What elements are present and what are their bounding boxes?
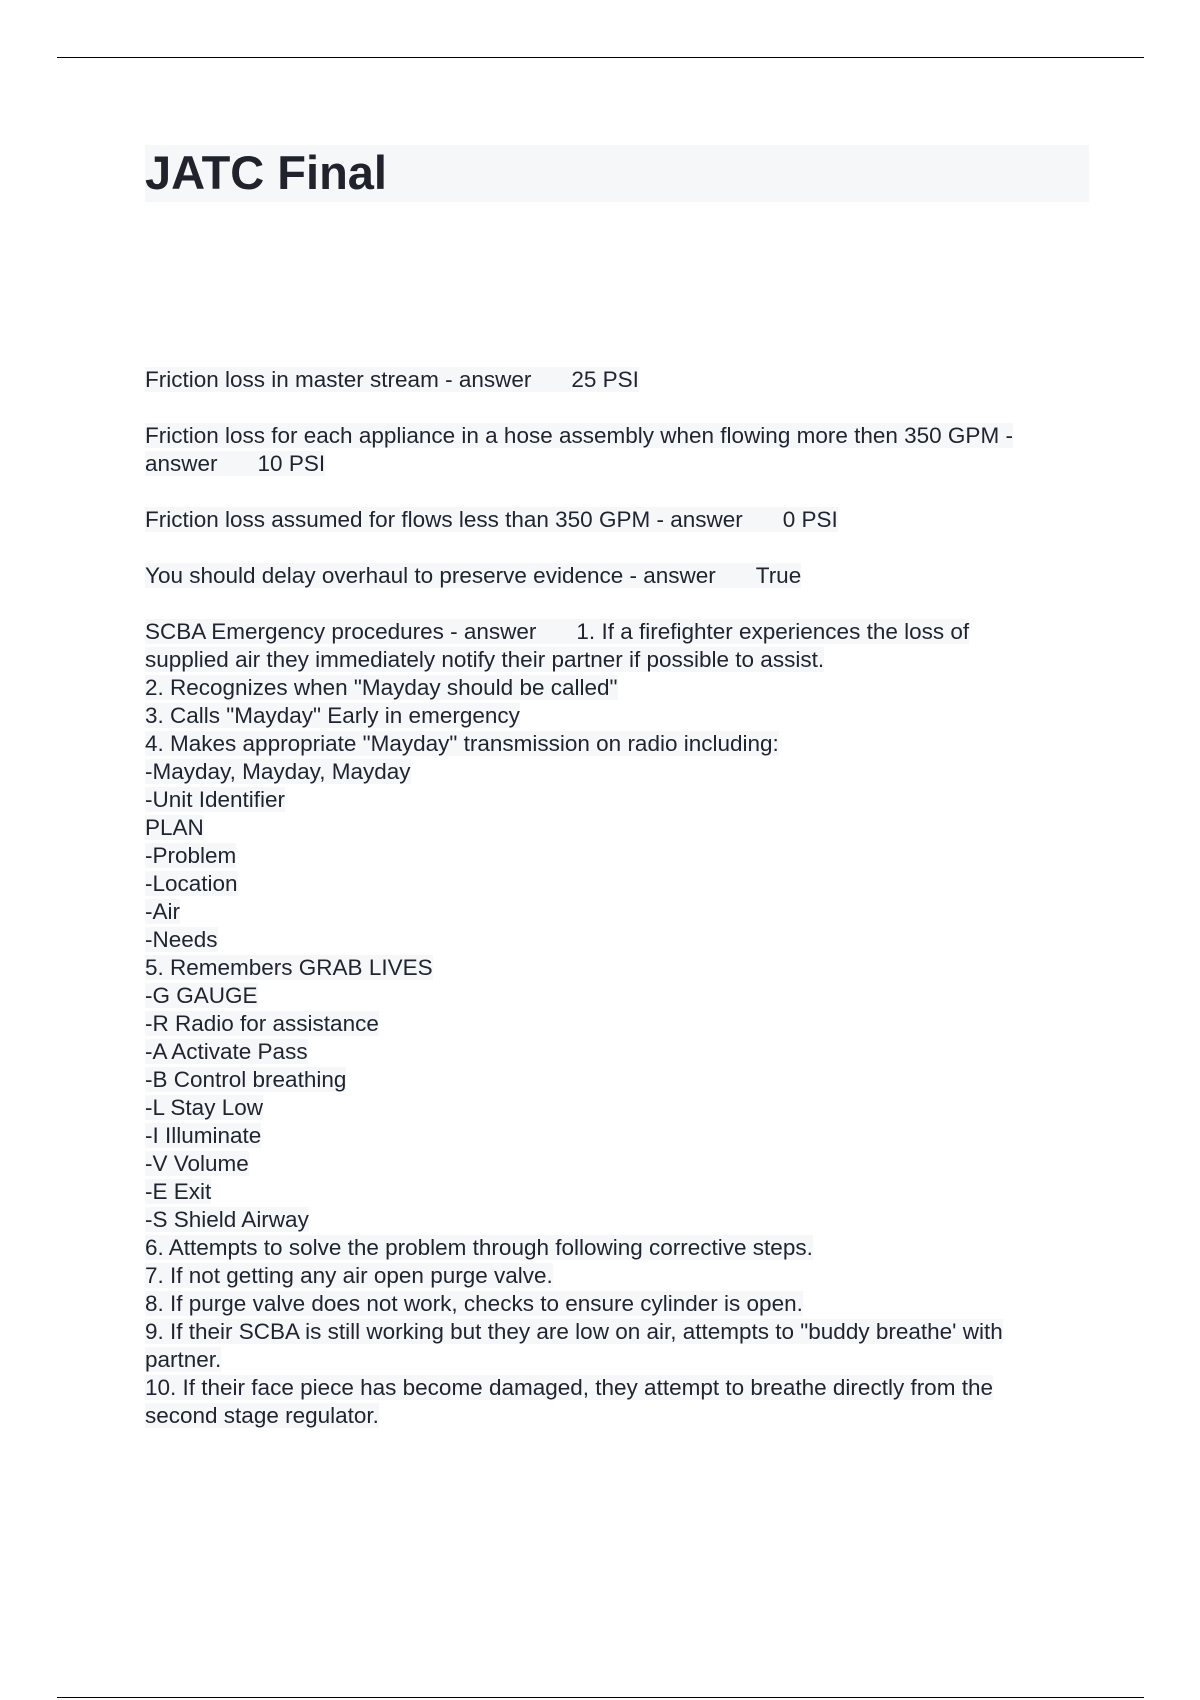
- procedure-line: [145, 1402, 1089, 1430]
- procedure-line: [145, 702, 1089, 730]
- qa-item-low-flow-friction: [145, 506, 1089, 534]
- procedure-line: [145, 1038, 1089, 1066]
- question-text: You should delay overhaul to preserve evidence - answer: [145, 563, 716, 588]
- procedure-line: [145, 1066, 1089, 1094]
- procedure-line-text: -B Control breathing: [145, 1067, 347, 1092]
- procedure-line-text: -R Radio for assistance: [145, 1011, 379, 1036]
- procedure-line: [145, 1374, 1089, 1402]
- qa-line: [145, 618, 1089, 646]
- procedure-line: [145, 1010, 1089, 1038]
- procedure-line: [145, 1262, 1089, 1290]
- procedure-line: [145, 1206, 1089, 1234]
- procedure-line: [145, 758, 1089, 786]
- procedure-line: [145, 646, 1089, 674]
- procedure-line-text: -Problem: [145, 843, 237, 868]
- question-text: Friction loss for each appliance in a hose assembly when flowing more then 350 GPM -: [145, 423, 1013, 448]
- procedure-line-text: PLAN: [145, 815, 204, 840]
- procedure-line-text: -V Volume: [145, 1151, 249, 1176]
- answer-text: 25 PSI: [571, 367, 639, 392]
- procedure-line: [145, 1150, 1089, 1178]
- procedure-line-text: -L Stay Low: [145, 1095, 263, 1120]
- procedure-line: [145, 1094, 1089, 1122]
- procedure-line: [145, 898, 1089, 926]
- procedure-line-text: 9. If their SCBA is still working but they are low on air, attempts to "buddy breathe' with: [145, 1319, 1003, 1344]
- procedure-line: [145, 842, 1089, 870]
- procedure-line-text: 7. If not getting any air open purge valve.: [145, 1263, 553, 1288]
- question-text: Friction loss in master stream - answer: [145, 367, 532, 392]
- document-body: [145, 366, 1089, 1458]
- procedure-line-text: -Unit Identifier: [145, 787, 286, 812]
- procedure-line: [145, 954, 1089, 982]
- procedure-line: [145, 982, 1089, 1010]
- procedure-line-text: 4. Makes appropriate "Mayday" transmission on radio including:: [145, 731, 779, 756]
- procedure-line: [145, 786, 1089, 814]
- procedure-line-text: 3. Calls "Mayday" Early in emergency: [145, 703, 520, 728]
- procedure-line-text: -G GAUGE: [145, 983, 258, 1008]
- procedure-line: [145, 1234, 1089, 1262]
- procedure-line-text: second stage regulator.: [145, 1403, 379, 1428]
- procedure-line: [145, 1346, 1089, 1374]
- procedure-line-text: -Location: [145, 871, 238, 896]
- bottom-rule: [57, 1697, 1144, 1698]
- qa-item-appliance-friction: [145, 422, 1089, 478]
- qa-line: [145, 506, 1089, 534]
- qa-item-overhaul: [145, 562, 1089, 590]
- procedure-line: [145, 1122, 1089, 1150]
- top-rule: [57, 57, 1144, 58]
- document-title: JATC Final: [145, 146, 387, 199]
- procedure-line-text: -Needs: [145, 927, 218, 952]
- procedure-line-text: -S Shield Airway: [145, 1207, 309, 1232]
- procedure-line: [145, 1290, 1089, 1318]
- procedure-line-text: -I Illuminate: [145, 1123, 262, 1148]
- procedure-steps: [145, 646, 1089, 1430]
- procedure-line: [145, 1178, 1089, 1206]
- answer-text: True: [755, 563, 802, 588]
- procedure-line: [145, 870, 1089, 898]
- qa-item-master-stream: [145, 366, 1089, 394]
- procedure-line-text: -E Exit: [145, 1179, 212, 1204]
- question-text: answer: [145, 451, 218, 476]
- procedure-line-text: 6. Attempts to solve the problem through following corrective steps.: [145, 1235, 813, 1260]
- procedure-line-text: -Air: [145, 899, 180, 924]
- procedure-line-text: 8. If purge valve does not work, checks to ensure cylinder is open.: [145, 1291, 803, 1316]
- qa-line: [145, 366, 1089, 394]
- qa-line: [145, 562, 1089, 590]
- procedure-line-text: 5. Remembers GRAB LIVES: [145, 955, 433, 980]
- procedure-line: [145, 674, 1089, 702]
- procedure-line-text: supplied air they immediately notify their partner if possible to assist.: [145, 647, 825, 672]
- procedure-line-text: -A Activate Pass: [145, 1039, 308, 1064]
- procedure-line: [145, 1318, 1089, 1346]
- answer-text: 10 PSI: [257, 451, 326, 476]
- procedure-line-text: 10. If their face piece has become damaged, they attempt to breathe directly from the: [145, 1375, 993, 1400]
- procedure-line: [145, 730, 1089, 758]
- procedure-line-text: -Mayday, Mayday, Mayday: [145, 759, 411, 784]
- procedure-line-text: partner.: [145, 1347, 222, 1372]
- question-text: Friction loss assumed for flows less than 350 GPM - answer: [145, 507, 743, 532]
- answer-text: 1. If a firefighter experiences the loss of: [576, 619, 970, 644]
- qa-line: [145, 450, 1089, 478]
- qa-item-scba-procedures: [145, 618, 1089, 1430]
- procedure-line-text: 2. Recognizes when "Mayday should be called": [145, 675, 618, 700]
- procedure-line: [145, 926, 1089, 954]
- answer-text: 0 PSI: [782, 507, 838, 532]
- question-text: SCBA Emergency procedures - answer: [145, 619, 537, 644]
- procedure-line: [145, 814, 1089, 842]
- qa-line: [145, 422, 1089, 450]
